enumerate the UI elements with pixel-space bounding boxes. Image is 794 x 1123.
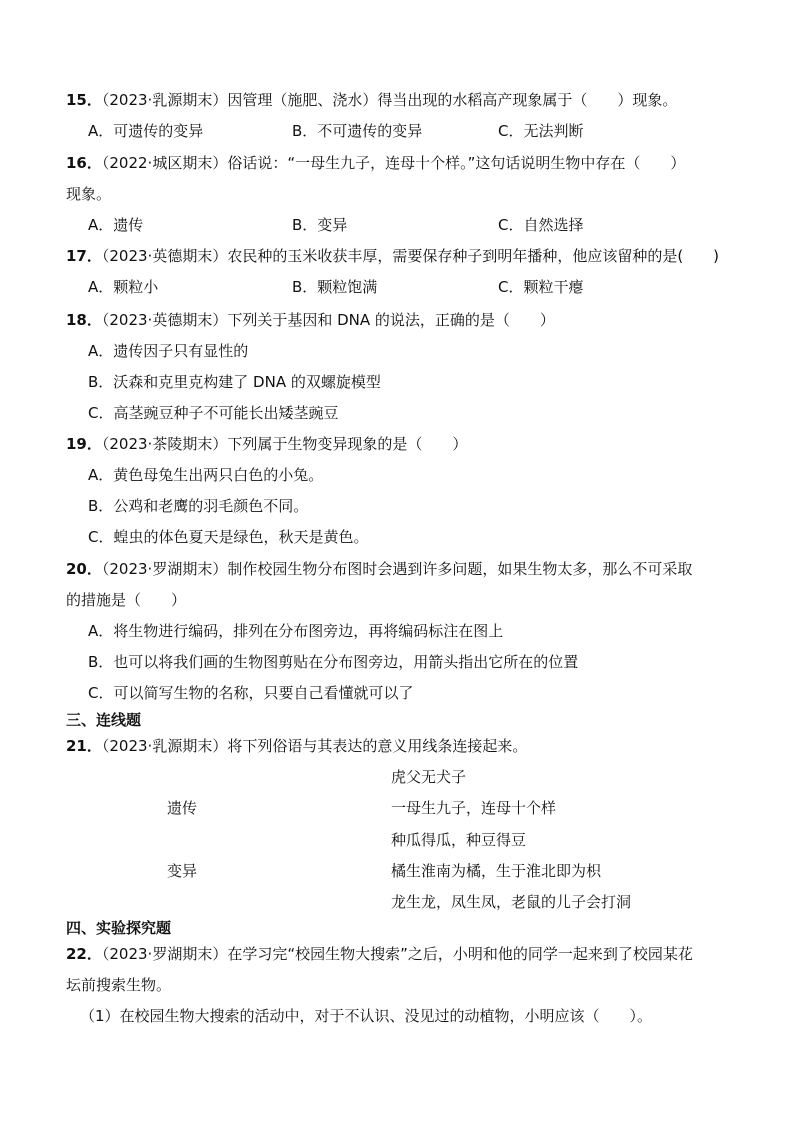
option-c: C．高茎豌豆种子不可能长出矮茎豌豆: [88, 404, 339, 422]
match-right-item: 龙生龙，凤生凤，老鼠的儿子会打洞: [391, 893, 632, 911]
question-22: [66, 944, 693, 964]
question-19: [66, 434, 467, 454]
question-15: [66, 90, 677, 110]
question-number: 16．: [66, 154, 102, 172]
question-text: （2023·罗湖期末）制作校园生物分布图时会遇到许多问题，如果生物太多，那么不可采取: [101, 560, 693, 578]
question-text: （2022·城区期末）俗话说：“一母生九子，连母十个样。”这句话说明生物中存在（ ）: [101, 154, 686, 172]
option-c: C．自然选择: [498, 216, 584, 234]
option-b: B．公鸡和老鹰的羽毛颜色不同。: [88, 497, 309, 515]
question-16: [66, 153, 685, 173]
question-text: （2023·英德期末）下列关于基因和 DNA 的说法，正确的是（ ）: [101, 311, 555, 329]
question-text: （2023·茶陵期末）下列属于生物变异现象的是（ ）: [101, 435, 468, 453]
question-number: 22．: [66, 945, 102, 963]
question-20: [66, 559, 692, 579]
match-right-item: 虎父无犬子: [391, 768, 467, 786]
option-a: A．遗传因子只有显性的: [88, 342, 249, 360]
option-c: C．无法判断: [498, 122, 584, 140]
question-number: 17．: [66, 247, 102, 265]
option-c: C．蝗虫的体色夏天是绿色，秋天是黄色。: [88, 528, 369, 546]
option-a: A．黄色母兔生出两只白色的小兔。: [88, 466, 324, 484]
question-number: 18．: [66, 311, 102, 329]
match-right-item: 一母生九子，连母十个样: [391, 799, 557, 817]
option-b: B．也可以将我们画的生物图剪贴在分布图旁边，用箭头指出它所在的位置: [88, 653, 579, 671]
question-18: [66, 310, 555, 330]
question-number: 19．: [66, 435, 102, 453]
question-text-cont: 现象。: [66, 185, 112, 203]
question-21: [66, 736, 527, 756]
option-a: A．可遗传的变异: [88, 122, 204, 140]
option-c: C．可以简写生物的名称，只要自己看懂就可以了: [88, 684, 414, 702]
question-number: 21．: [66, 737, 102, 755]
question-number: 15．: [66, 91, 102, 109]
match-right-item: 橘生淮南为橘，生于淮北即为枳: [391, 862, 602, 880]
sub-question-1: （1）在校园生物大搜索的活动中，对于不认识、没见过的动植物，小明应该（ ）。: [80, 1007, 653, 1025]
question-text: （2023·乳源期末）将下列俗语与其表达的意义用线条连接起来。: [101, 737, 528, 755]
option-c: C．颗粒干瘪: [498, 278, 584, 296]
section-heading: 三、连线题: [66, 711, 142, 729]
question-17: [66, 246, 719, 266]
option-b: B．颗粒饱满: [292, 278, 378, 296]
option-a: A．颗粒小: [88, 278, 159, 296]
question-number: 20．: [66, 560, 102, 578]
question-text-cont: 的措施是（ ）: [66, 591, 187, 609]
question-text: （2023·英德期末）农民种的玉米收获丰厚，需要保存种子到明年播种，他应该留种的是( ): [101, 247, 720, 265]
match-right-item: 种瓜得瓜，种豆得豆: [391, 831, 527, 849]
option-a: A．遗传: [88, 216, 144, 234]
question-text: （2023·乳源期末）因管理（施肥、浇水）得当出现的水稻高产现象属于（ ）现象。: [101, 91, 678, 109]
match-left-item: 遗传: [167, 799, 198, 817]
question-text: （2023·罗湖期末）在学习完“校园生物大搜索”之后，小明和他的同学一起来到了校园某花: [101, 945, 693, 963]
option-a: A．将生物进行编码，排列在分布图旁边，再将编码标注在图上: [88, 622, 504, 640]
option-b: B．不可遗传的变异: [292, 122, 423, 140]
option-b: B．沃森和克里克构建了 DNA 的双螺旋模型: [88, 373, 381, 391]
match-left-item: 变异: [167, 862, 198, 880]
option-b: B．变异: [292, 216, 348, 234]
section-heading: 四、实验探究题: [66, 919, 172, 937]
question-text-cont: 坛前搜索生物。: [66, 976, 172, 994]
